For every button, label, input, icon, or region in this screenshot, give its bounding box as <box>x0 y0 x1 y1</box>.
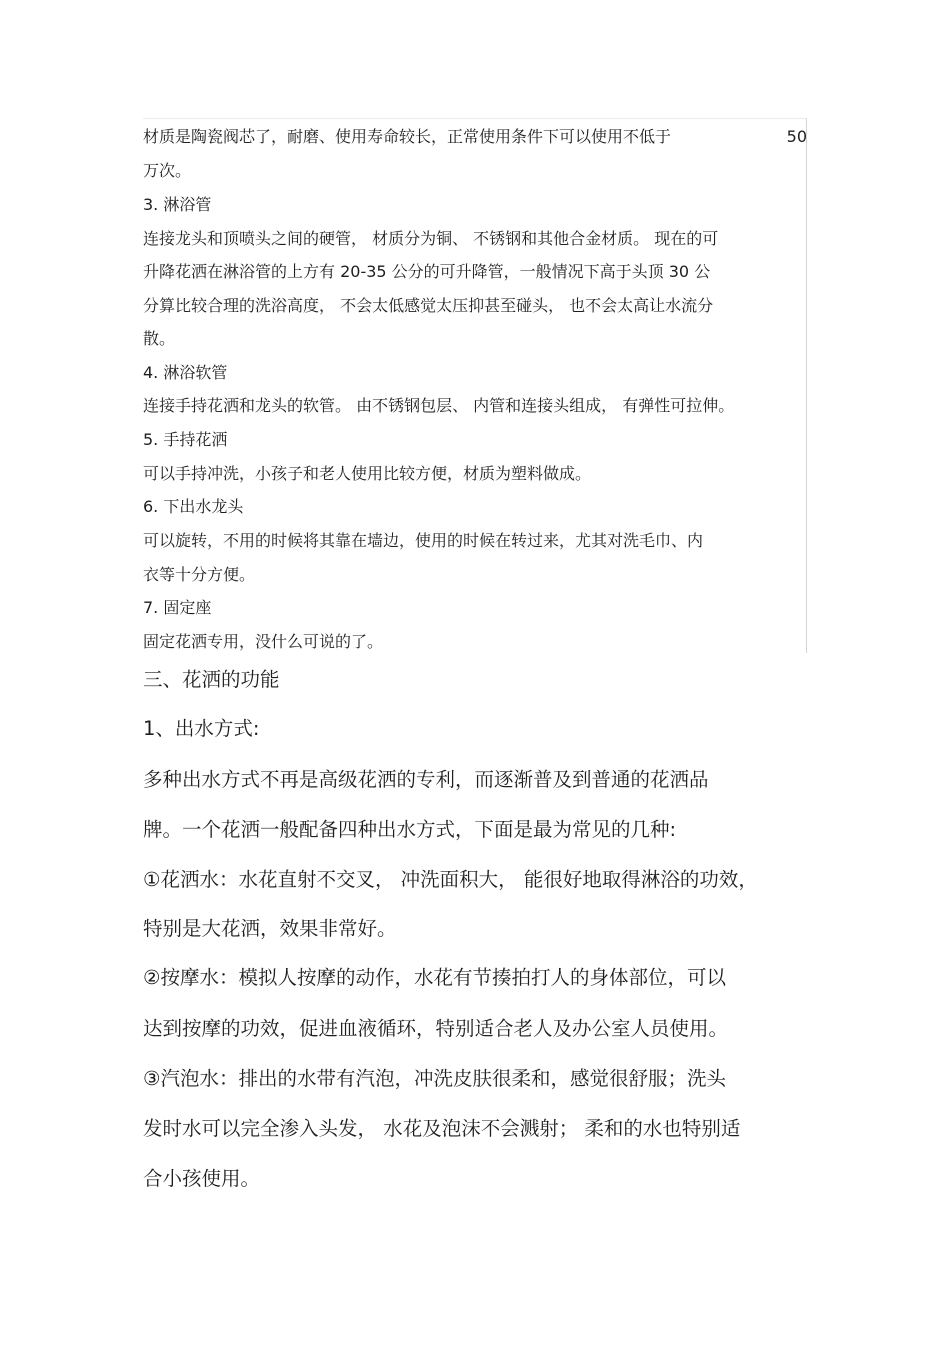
item-heading: 3. 淋浴管 <box>143 195 212 214</box>
text-line: 万次。 <box>143 161 192 180</box>
text-line: 牌。一个花洒一般配备四种出水方式，下面是最为常见的几种: <box>143 818 677 841</box>
text-line: 散。 <box>143 329 176 348</box>
text-line: 升降花洒在淋浴管的上方有 20-35 公分的可升降管，一般情况下高于头顶 30 公 <box>143 262 711 281</box>
text-fragment: 材质是陶瓷阀芯了，耐磨、使用寿命较长，正常使用条件下可以使用不低于 <box>143 127 672 146</box>
text-line: 连接龙头和顶喷头之间的硬管， 材质分为铜、 不锈钢和其他合金材质。 现在的可 <box>143 229 719 248</box>
item-heading: 5. 手持花洒 <box>143 430 228 449</box>
text-line: 可以旋转，不用的时候将其靠在墙边，使用的时候在转过来，尤其对洗毛巾、内 <box>143 531 704 550</box>
text-line: ②按摩水：模拟人按摩的动作，水花有节揍拍打人的身体部位，可以 <box>143 966 726 989</box>
text-line <box>143 127 807 147</box>
text-fragment: 50 <box>786 127 807 146</box>
text-line: 衣等十分方便。 <box>143 565 256 584</box>
section-heading: 三、花洒的功能 <box>143 668 280 691</box>
text-line: ①花洒水：水花直射不交叉， 冲洗面积大， 能很好地取得淋浴的功效， <box>143 868 758 891</box>
item-heading: 7. 固定座 <box>143 598 212 617</box>
text-line: 多种出水方式不再是高级花洒的专利，而逐渐普及到普通的花洒品 <box>143 768 709 791</box>
text-line: ③汽泡水：排出的水带有汽泡，冲洗皮肤很柔和，感觉很舒服；洗头 <box>143 1067 726 1090</box>
text-line: 发时水可以完全渗入头发， 水花及泡沫不会溅射； 柔和的水也特别适 <box>143 1117 741 1140</box>
item-heading: 4. 淋浴软管 <box>143 363 228 382</box>
text-line: 特别是大花洒，效果非常好。 <box>143 917 397 940</box>
text-line: 合小孩使用。 <box>143 1167 261 1190</box>
text-line: 可以手持冲洗，小孩子和老人使用比较方便，材质为塑料做成。 <box>143 464 592 483</box>
sub-heading: 1、出水方式: <box>143 717 260 740</box>
text-line: 分算比较合理的洗浴高度， 不会太低感觉太压抑甚至碰头， 也不会太高让水流分 <box>143 296 714 315</box>
text-line: 固定花洒专用，没什么可说的了。 <box>143 632 384 651</box>
text-line: 连接手持花洒和龙头的软管。 由不锈钢包层、 内管和连接头组成， 有弹性可拉伸。 <box>143 396 735 415</box>
text-line: 达到按摩的功效，促进血液循环，特别适合老人及办公室人员使用。 <box>143 1017 729 1040</box>
item-heading: 6. 下出水龙头 <box>143 497 244 516</box>
